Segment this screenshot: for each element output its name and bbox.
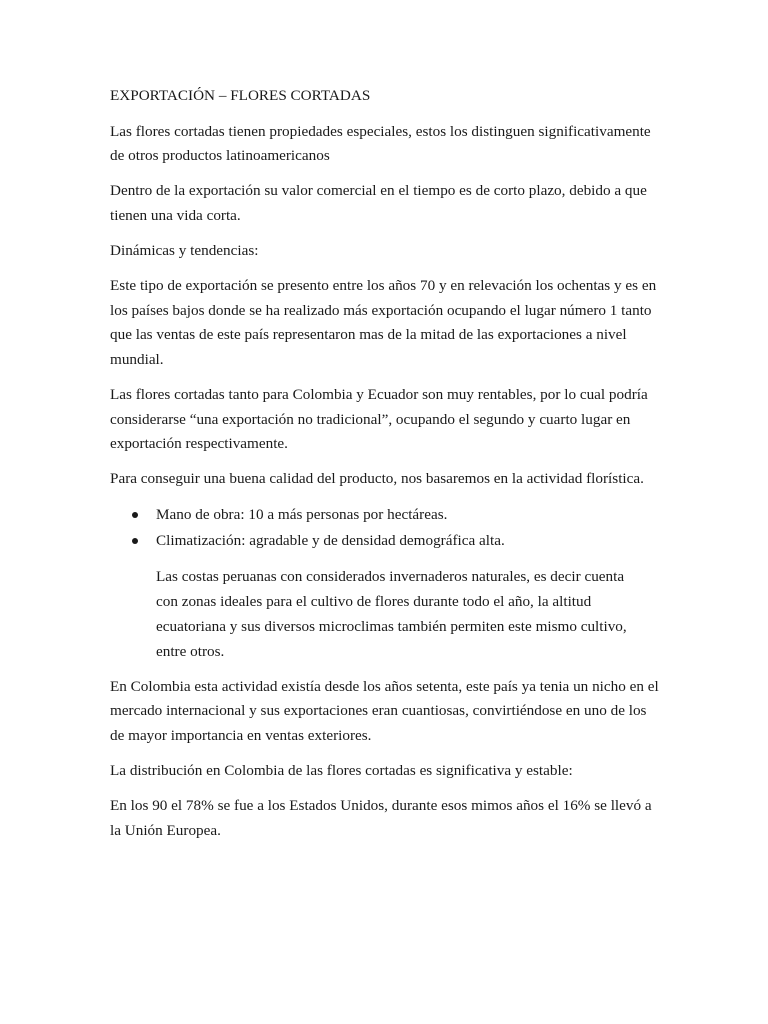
bullet-list [110,502,662,553]
paragraph-nineties: En los 90 el 78% se fue a los Estados Unidos, durante esos mimos años el 16% se llevó a la Unión Europea. [110,797,652,839]
bullet-dot-icon [132,538,138,544]
paragraph-history: Este tipo de exportación se presento entre los años 70 y en relevación los ochentas y es en los países bajos donde se ha realizado más exportación ocupando el lugar número 1 tanto que las ventas de este país representaron mas de la mitad de las exportaciones a nivel mundial. [110,277,657,368]
paragraph-quality: Para conseguir una buena calidad del producto, nos basaremos en la actividad florística. [110,470,644,488]
paragraph-colombia-history: En Colombia esta actividad existía desde los años setenta, este país ya tenia un nicho en el mercado internacional y sus exportaciones eran cuantiosas, convirtiéndose en uno de los de mayor importancia en ventas exteriores. [110,677,659,744]
bullet-dot-icon [132,512,138,518]
bullet-item-climate [110,528,662,554]
document-body [110,84,662,854]
bullet-text: Mano de obra: 10 a más personas por hectáreas. [156,506,448,524]
paragraph-colombia-ecuador: Las flores cortadas tanto para Colombia y Ecuador son muy rentables, por lo cual podría considerarse “una exportación no tradicional”, ocupando el segundo y cuarto lugar en exportación respectivamente. [110,385,648,453]
document-title: EXPORTACIÓN – FLORES CORTADAS [110,87,371,104]
paragraph-distribution: La distribución en Colombia de las flores cortadas es significativa y estable: [110,762,573,780]
bullet-continuation-text: Las costas peruanas con considerados invernaderos naturales, es decir cuenta con zonas ideales para el cultivo de flores durante todo el año, la altitud ecuatoriana y sus diversos microclimas también permiten este mismo cultivo, entre otros. [156,567,627,661]
section-heading-dynamics: Dinámicas y tendencias: [110,241,259,259]
paragraph-commercial-value: Dentro de la exportación su valor comercial en el tiempo es de corto plazo, debido a que tienen una vida corta. [110,182,647,224]
bullet-item-labor [110,502,662,528]
bullet-text: Climatización: agradable y de densidad demográfica alta. [156,531,505,549]
paragraph-intro: Las flores cortadas tienen propiedades especiales, estos los distinguen significativamente de otros productos latinoamericanos [110,122,651,165]
